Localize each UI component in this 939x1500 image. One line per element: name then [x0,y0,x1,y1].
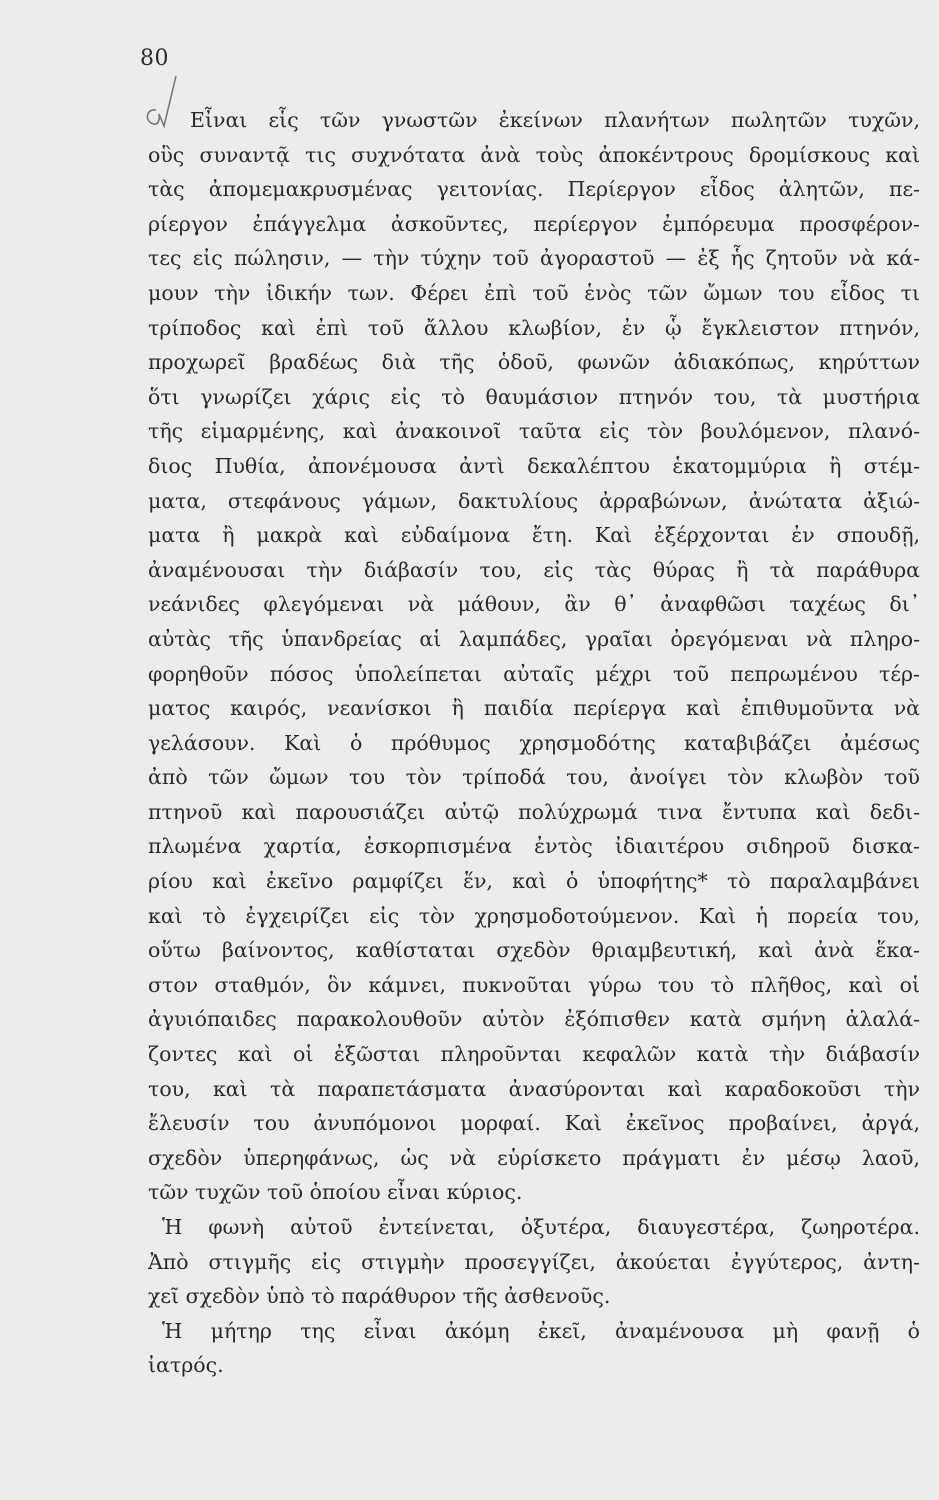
text-line-12: ματα, στεφάνους γάμων, δακτυλίους ἀρραβώνων, ἀνώτατα ἀξιώ- [148,488,920,513]
body-text [148,103,920,1383]
text-line-28: ζοντες καὶ οἱ ἐξῶσται πληροῦνται κεφαλῶν κατὰ τὴν διάβασίν [148,1042,920,1067]
text-line-31: σχεδὸν ὑπερηφάνως, ὡς νὰ εὑρίσκετο πράγματι ἐν μέσῳ λαοῦ, [148,1145,920,1170]
text-line-26: στον σταθμόν, ὃν κάμνει, πυκνοῦται γύρω του τὸ πλῆθος, καὶ οἱ [148,972,920,997]
text-line-2: οὓς συναντᾷ τις συχνότατα ἀνὰ τοὺς ἀποκέντρους δρομίσκους καὶ [148,142,920,167]
text-line-13: ματα ἢ μακρὰ καὶ εὐδαίμονα ἔτη. Καὶ ἐξέρχονται ἐν σπουδῇ, [148,523,920,548]
text-line-23: ρίου καὶ ἐκεῖνο ραμφίζει ἕν, καὶ ὁ ὑποφήτης* τὸ παραλαμβάνει [148,869,920,894]
text-line-24: καὶ τὸ ἐγχειρίζει εἰς τὸν χρησμοδοτούμενον. Καὶ ἡ πορεία του, [148,903,920,928]
text-line-37: ἰατρός. [148,1353,224,1378]
text-line-17: φορηθοῦν πόσος ὑπολείπεται αὐταῖς μέχρι τοῦ πεπρωμένου τέρ- [148,661,920,686]
text-line-10: τῆς εἱμαρμένης, καὶ ἀνακοινοῖ ταῦτα εἰς τὸν βουλόμενον, πλανό- [148,419,920,444]
text-line-33: Ἡ φωνὴ αὐτοῦ ἐντείνεται, ὀξυτέρα, διαυγεστέρα, ζωηροτέρα. [162,1215,920,1239]
text-line-21: πτηνοῦ καὶ παρουσιάζει αὐτῷ πολύχρωμά τινα ἔντυπα καὶ δεδι- [148,799,920,824]
text-line-30: ἔλευσίν του ἀνυπόμονοι μορφαί. Καὶ ἐκεῖνος προβαίνει, ἀργά, [148,1111,920,1136]
text-line-29: του, καὶ τὰ παραπετάσματα ἀνασύρονται καὶ καραδοκοῦσι τὴν [148,1076,920,1101]
text-line-6: μουν τὴν ἰδικήν των. Φέρει ἐπὶ τοῦ ἑνὸς τῶν ὤμων του εἶδος τι [148,280,920,305]
text-line-19: γελάσουν. Καὶ ὁ πρόθυμος χρησμοδότης καταβιβάζει ἀμέσως [148,730,920,755]
text-line-36: Ἡ μήτηρ της εἶναι ἀκόμη ἐκεῖ, ἀναμένουσα μὴ φανῇ ὁ [162,1318,920,1343]
text-line-9: ὅτι γνωρίζει χάρις εἰς τὸ θαυμάσιον πτηνόν του, τὰ μυστήρια [148,384,920,409]
text-line-20: ἀπὸ τῶν ὤμων του τὸν τρίποδά του, ἀνοίγει τὸν κλωβὸν τοῦ [148,765,920,790]
text-line-11: διος Πυθία, ἀπονέμουσα ἀντὶ δεκαλέπτου ἑκατομμύρια ἢ στέμ- [148,453,920,478]
text-line-27: ἀγυιόπαιδες παρακολουθοῦν αὐτὸν ἐξόπισθεν κατὰ σμήνη ἀλαλά- [148,1007,920,1032]
text-line-25: οὕτω βαίνοντος, καθίσταται σχεδὸν θριαμβευτική, καὶ ἀνὰ ἕκα- [148,938,920,963]
page-number: 80 [140,46,169,71]
text-line-4: ρίεργον ἐπάγγελμα ἀσκοῦντες, περίεργον ἐμπόρευμα προσφέρον- [148,211,920,236]
text-line-14: ἀναμένουσαι τὴν διάβασίν του, εἰς τὰς θύρας ἢ τὰ παράθυρα [148,557,920,582]
text-line-8: προχωρεῖ βραδέως διὰ τῆς ὁδοῦ, φωνῶν ἀδιακόπως, κηρύττων [148,350,920,375]
text-line-34: Ἀπὸ στιγμῆς εἰς στιγμὴν προσεγγίζει, ἀκούεται ἐγγύτερος, ἀντη- [148,1249,920,1274]
text-line-5: τες εἰς πώλησιν, — τὴν τύχην τοῦ ἀγοραστοῦ — ἐξ ἧς ζητοῦν νὰ κά- [148,246,920,271]
text-line-3: τὰς ἀπομεμακρυσμένας γειτονίας. Περίεργον εἶδος ἀλητῶν, πε- [148,177,920,202]
text-line-1: Εἶναι εἷς τῶν γνωστῶν ἐκείνων πλανήτων πωλητῶν τυχῶν, [190,108,920,132]
text-line-7: τρίποδος καὶ ἐπὶ τοῦ ἄλλου κλωβίον, ἐν ᾧ ἔγκλειστον πτηνόν, [148,315,920,340]
text-line-32: τῶν τυχῶν τοῦ ὁποίου εἶναι κύριος. [148,1180,523,1205]
text-line-16: αὐτὰς τῆς ὑπανδρείας αἱ λαμπάδες, γραῖαι ὀρεγόμεναι νὰ πληρο- [148,626,920,651]
text-line-22: πλωμένα χαρτία, ἐσκορπισμένα ἐντὸς ἰδιαιτέρου σιδηροῦ δισκα- [148,834,920,859]
text-line-18: ματος καιρός, νεανίσκοι ἢ παιδία περίεργα καὶ ἐπιθυμοῦντα νὰ [148,696,920,721]
text-line-15: νεάνιδες φλεγόμεναι νὰ μάθουν, ἂν θ᾽ ἀναφθῶσι ταχέως δι᾽ [148,592,920,617]
text-line-35: χεῖ σχεδὸν ὑπὸ τὸ παράθυρον τῆς ἀσθενοῦς. [148,1284,611,1309]
